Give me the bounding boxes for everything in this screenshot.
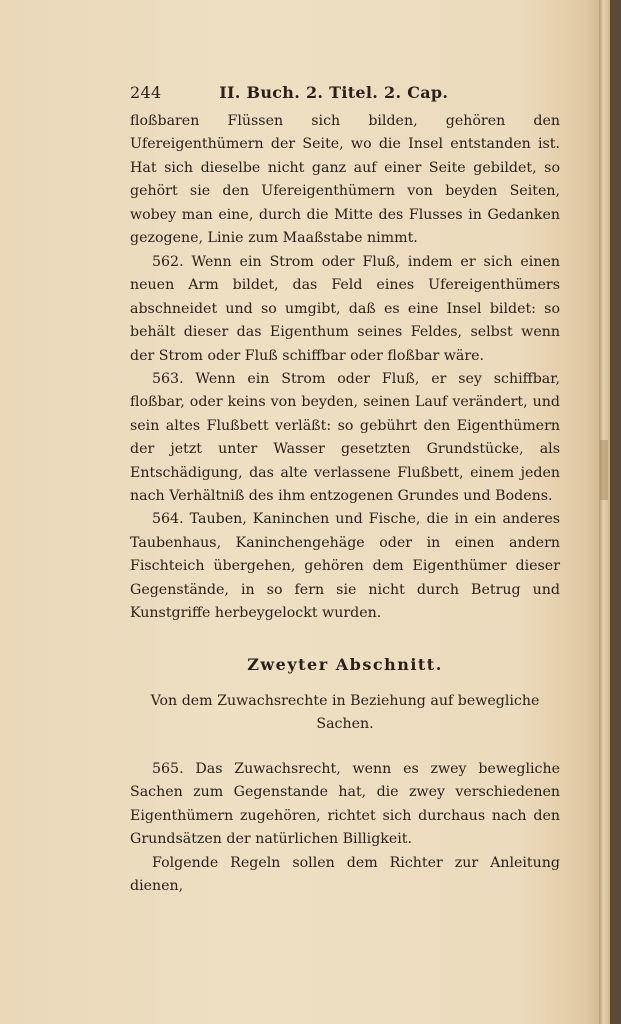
paragraph-563: 563. Wenn ein Strom oder Fluß, er sey schiffbar, floßbar, oder keins von beyden, seinen Lauf verändert, und sein altes Flußbett verläßt: so gebührt den Eigenthümern der jetzt unter Wasser gesetzten Grundstücke, als Entschädigung, das alte verlassene Flußbett, einem jeden nach Verhältniß des ihm entzogenen Grundes und Bodens. xyxy=(130,371,560,505)
paragraph-564: 564. Tauben, Kaninchen und Fische, die in ein anderes Taubenhaus, Kaninchengehäge oder in einen andern Fischteich übergehen, gehören dem Eigenthümer dieser Gegenstände, in so fern sie nicht durch Betrug und Kunstgriffe herbeygelockt wurden. xyxy=(130,511,560,622)
running-header xyxy=(130,83,460,102)
paragraph-565: 565. Das Zuwachsrecht, wenn es zwey bewegliche Sachen zum Gegenstande hat, die zwey verschiedenen Eigenthümern zugehören, richtet sich durchaus nach den Grundsätzen der natürlichen Billigkeit. xyxy=(130,761,560,848)
text-block-top xyxy=(130,110,560,250)
page-edge xyxy=(599,0,610,1024)
section-subtitle: Von dem Zuwachsrechte in Beziehung auf bewegliche Sachen. xyxy=(150,693,540,733)
section-heading: Zweyter Abschnitt. xyxy=(247,655,443,674)
text-block-middle xyxy=(130,251,560,626)
running-title: II. Buch. 2. Titel. 2. Cap. xyxy=(219,83,449,102)
paragraph-continuation: Folgende Regeln sollen dem Richter zur Anleitung dienen, xyxy=(130,854,560,895)
paragraph-562: 562. Wenn ein Strom oder Fluß, indem er sich einen neuen Arm bildet, das Feld eines Ufereigenthümers abschneidet und so umgibt, daß es eine Insel bildet: so behält dieser das Eigenthum seines Feldes, selbst wenn der Strom oder Fluß schiffbar oder floßbar wäre. xyxy=(130,254,560,364)
page-number: 244 xyxy=(130,83,162,102)
paragraph: floßbaren Flüssen sich bilden, gehören den Ufereigenthümern der Seite, wo die Insel entstanden ist. Hat sich dieselbe nicht ganz auf einer Seite gebildet, so gehört sie den Ufereigenthümern von beyden Seiten, wobey man eine, durch die Mitte des Flusses in Gedanken gezogene, Linie zum Maaßstabe nimmt. xyxy=(130,113,560,247)
text-block-bottom xyxy=(130,758,560,898)
paper-stain xyxy=(600,440,608,500)
